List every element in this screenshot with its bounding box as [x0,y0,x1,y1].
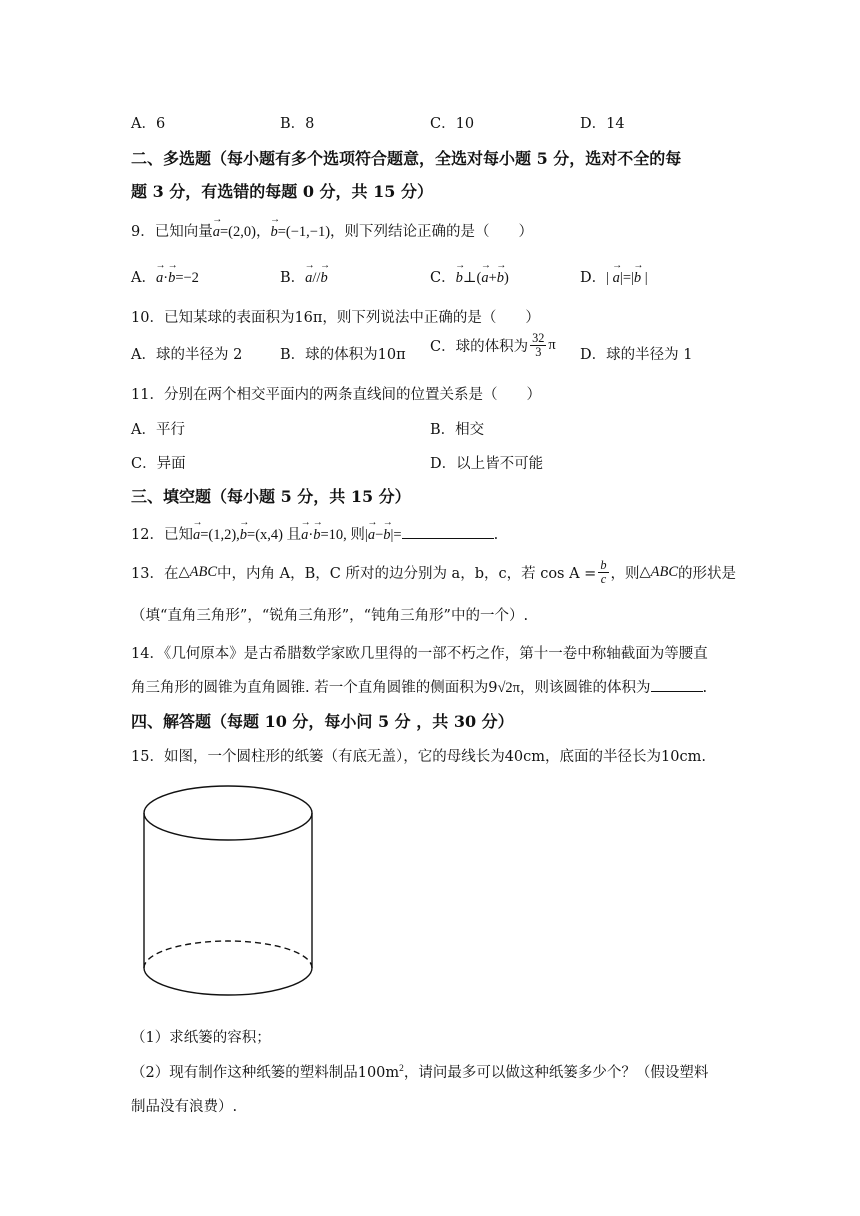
q9-option-b-label: B． [280,270,306,286]
q10-option-d: D．球的半径为 1 [580,347,693,363]
q11-option-a: A．平行 [131,422,185,438]
q12-stem: 12．已知→ a=(1,2),→ b=(x,4) 且→ a·→ b=10, 则|→ a−→ b|= . [131,523,498,544]
q9-option-d: D．| → a|=|→ b | [580,266,648,287]
q11-option-d: D．以上皆不可能 [430,456,544,472]
q9-stem-suffix: ，则下列结论正确的是（ ） [330,224,534,240]
q11-option-b: B．相交 [430,422,485,438]
q9-opt-a-vec-a: → a [156,270,163,287]
cylinder-bottom-front-arc [144,968,312,995]
q9-opt-a-dot: · [163,270,169,286]
q12-dot: · [308,527,314,543]
q8-option-b: B．8 [280,116,315,132]
q8-option-a: A．6 [131,116,166,132]
section-2-heading-line1: 二、多选题（每小题有多个选项符合题意，全选对每小题 5 分，选对不全的每 [131,149,682,168]
q10-option-c [430,332,556,359]
q9-option-d-label: D． [580,270,607,286]
q9-option-c-expr3: ) [504,270,509,286]
q13-end: 的形状是 [678,565,737,582]
q9-opt-b-vec-b: → b [320,270,327,287]
q9-vector-b: → b [270,224,277,241]
q9-opt-b-vec-a: → a [305,270,312,287]
q9-b-expr: =(−1,−1) [277,224,331,240]
q9-option-b [280,266,328,287]
q15-part2-line1 [131,1061,708,1082]
q9-vector-a: → a [213,224,220,241]
q12-vec-b: → b [240,527,247,544]
q8-option-c: C．10 [430,116,475,132]
q9-option-c-label: C． [430,270,456,286]
q15-part1: （1）求纸篓的容积； [131,1030,271,1046]
section-3-heading: 三、填空题（每小题 5 分，共 15 分） [131,487,411,506]
q14-line1: 14．《几何原本》是古希腊数学家欧几里得的一部不朽之作，第十一卷中称轴截面为等腰直 [131,646,708,662]
q13-prefix: 13．在 [131,565,179,582]
q14-line2-suffix: ，则该圆锥的体积为 [520,680,651,696]
q9-option-a-expr: =−2 [175,270,199,286]
q13-fraction-den: c [600,571,607,586]
q10-fraction-den: 3 [535,344,542,359]
q9-option-c-expr1: ⊥( [462,270,482,286]
q9-opt-d-vec-b: → b [634,270,641,287]
q13-fraction [598,559,608,586]
q10-fraction-num: 32 [532,331,545,345]
q12-end: . [493,527,499,543]
q15-part2-sup: 2 [399,1064,404,1075]
q12-vec-a2: → a [301,527,308,544]
q13-triangle-2: △ABC [639,563,679,580]
q10-option-b: B．球的体积为10π [280,347,406,363]
q9-stem [131,220,533,241]
q14-answer-blank [651,679,703,692]
q9-option-d-expr: |=| [619,270,634,286]
q14-end: . [702,680,708,696]
cylinder-top-ellipse [144,786,312,840]
q13-triangle: △ABC [178,563,217,580]
q12-prefix: 12．已知 [131,527,193,543]
q13-fraction-num: b [600,558,607,572]
q10-stem: 10．已知某球的表面积为16π，则下列说法中正确的是（ ） [131,310,540,326]
q14-line2-prefix: 角三角形的圆锥为直角圆锥. 若一个直角圆锥的侧面积为9 [131,680,498,696]
q12-answer-blank [402,526,494,539]
q9-option-a [131,266,199,287]
q12-vec-b3: → b [383,527,390,544]
q13-line2: （填“直角三角形”，“锐角三角形”，“钝角三角形”中的一个）. [131,608,529,624]
q9-opt-a-vec-b: → b [168,270,175,287]
q9-option-c [430,266,509,287]
q10-option-c-suffix: π [548,336,556,353]
q12-expr: =(1,2), [200,527,240,543]
q12-expr3: =10, 则 [320,527,365,543]
q14-line2 [131,676,707,697]
q10-option-c-prefix: C．球的体积为 [430,338,529,355]
q15-part2-suffix: ，请问最多可以做这种纸篓多少个？（假设塑料 [403,1065,709,1081]
q12-vec-a3: → a [368,527,375,544]
q13-mid: 中，内角 A，B，C 所对的边分别为 a，b，c，若 cos A = [217,565,597,582]
q9-a-expr: =(2,0) [219,224,256,240]
section-2-heading-line2: 题 3 分，有选错的每题 0 分，共 15 分） [131,182,433,201]
q14-sqrt: √2 [497,680,513,696]
q15-part2-line2: 制品没有浪费）. [131,1099,238,1115]
q9-opt-c-vec-b: → b [456,270,463,287]
q12-expr2: =(x,4) 且 [247,527,302,543]
q14-pi: π [512,680,520,696]
q9-opt-c-vec-a: → a [481,270,488,287]
q9-opt-d-vec-a: → a [613,270,620,287]
q15-stem: 15．如图，一个圆柱形的纸篓（有底无盖），它的母线长为40cm，底面的半径长为10cm. [131,749,706,765]
q12-vec-b2: → b [313,527,320,544]
cylinder-figure [130,778,330,998]
q11-stem: 11．分别在两个相交平面内的两条直线间的位置关系是（ ） [131,387,541,403]
q9-option-c-expr2: + [488,270,497,286]
q10-fraction [530,332,546,359]
q9-opt-c-vec-b2: → b [497,270,504,287]
q13-suffix: ，则 [610,565,640,582]
q12-vec-a: → a [193,527,200,544]
section-4-heading: 四、解答题（每题 10 分，每小问 5 分 ，共 30 分） [131,712,514,731]
q12-suffix: = [393,527,402,543]
q10-option-a: A．球的半径为 2 [131,347,243,363]
q9-sep: ， [255,224,271,240]
q15-part2-prefix: （2）现有制作这种纸篓的塑料制品100m [131,1065,400,1081]
q9-option-a-label: A． [131,270,156,286]
q9-option-b-expr: // [312,270,321,286]
q9-stem-prefix: 9．已知向量 [131,224,213,240]
q13-line1 [131,559,736,586]
cylinder-bottom-back-arc [144,941,312,968]
q8-option-d: D．14 [580,116,625,132]
q11-option-c: C．异面 [131,456,186,472]
